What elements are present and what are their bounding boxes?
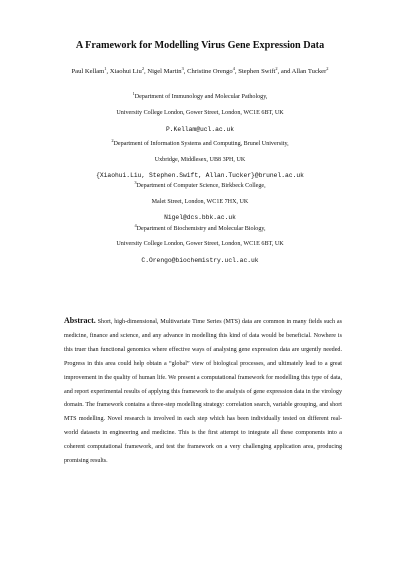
affiliation-2-dept	[0, 138, 400, 148]
affiliation-dept: Department of Biochemistry and Molecular Biology,	[136, 226, 266, 233]
affiliation-mark: 3	[134, 180, 137, 185]
affiliation-mark: 1	[132, 91, 135, 96]
abstract-text: Short, high-dimensional, Multivariate Time Series (MTS) data are common in many fields such as medicine, finance and science, and any advance in modelling this kind of data would be beneficial. Nowhere is this truer than functional genomics where effective ways of analysing gene expression data are urgently needed. Progress in this area could help obtain a “global” view of biological processes, and ultimately lead to a great improvement in the quality of human life. We present a computational framework for modelling this type of data, and report experimental results of applying this framework to the analysis of gene expression data in the virology domain. The framework contains a three-step modelling strategy: correlation search, variable grouping, and short MTS modelling. Novel research is involved in each step which has been individually tested on different real-world datasets in engineering and medicine. This is the first attempt to integrate all these components into a coherent computational framework, and test the framework on a very challenging application area, producing promising results.	[64, 319, 342, 465]
affiliation-1-dept	[0, 91, 400, 101]
author-affiliation-mark: 4	[232, 65, 235, 71]
author-name: and Allan Tucker	[280, 68, 327, 75]
author-affiliation-mark: 2	[326, 65, 329, 71]
affiliation-dept: Department of Immunology and Molecular Pathology,	[134, 94, 268, 101]
affiliation-4-email: C.Orengo@biochemistry.ucl.ac.uk	[141, 257, 259, 264]
author-affiliation-mark: 2	[275, 65, 278, 71]
affiliation-2-address: Uxbridge, Middlesex, UB8 3PH, UK	[154, 157, 246, 163]
affiliation-3-email: Nigel@dcs.bbk.ac.uk	[164, 214, 236, 221]
author-name: Paul Kellam	[71, 68, 105, 75]
affiliation-2-email: {Xiaohui.Liu, Stephen.Swift, Allan.Tucker}@brunel.ac.uk	[96, 172, 304, 179]
author-affiliation-mark: 3	[181, 65, 184, 71]
affiliation-4-dept	[0, 223, 400, 233]
author-name: Stephen Swift	[238, 68, 276, 75]
author-name: Xiaohui Liu	[109, 68, 142, 75]
author-affiliation-mark: 2	[141, 65, 145, 71]
author-list: Paul Kellam$^1$, Xiaohui Liu$^2$, Nigel Martin$^3$, Christine Orengo$^4$, Stephen Swift$^2$, and Allan Tucker$^2$	[71, 65, 329, 75]
affiliation-mark: 2	[111, 138, 114, 143]
author-name: Nigel Martin	[147, 68, 182, 75]
affiliation-1-email: P.Kellam@ucl.ac.uk	[165, 126, 235, 133]
affiliation-dept: Department of Computer Science, Birkbeck College,	[136, 183, 266, 190]
abstract	[64, 314, 342, 469]
abstract-label: Abstract.	[64, 316, 96, 325]
paper-title: A Framework for Modelling Virus Gene Expression Data	[75, 40, 325, 51]
affiliation-dept: Department of Information Systems and Computing, Brunel University,	[113, 141, 289, 148]
affiliation-mark: 4	[134, 223, 137, 228]
author-affiliation-mark: 1	[104, 65, 107, 71]
affiliation-4-address: University College London, Gower Street, London, WC1E 6BT, UK	[116, 241, 284, 247]
affiliation-1-address: University College London, Gower Street, London, WC1E 6BT, UK	[116, 110, 284, 116]
affiliation-3-address: Malet Street, London, WC1E 7HX, UK	[151, 199, 249, 205]
author-name: Christine Orengo	[187, 68, 233, 75]
affiliation-3-dept	[0, 180, 400, 190]
